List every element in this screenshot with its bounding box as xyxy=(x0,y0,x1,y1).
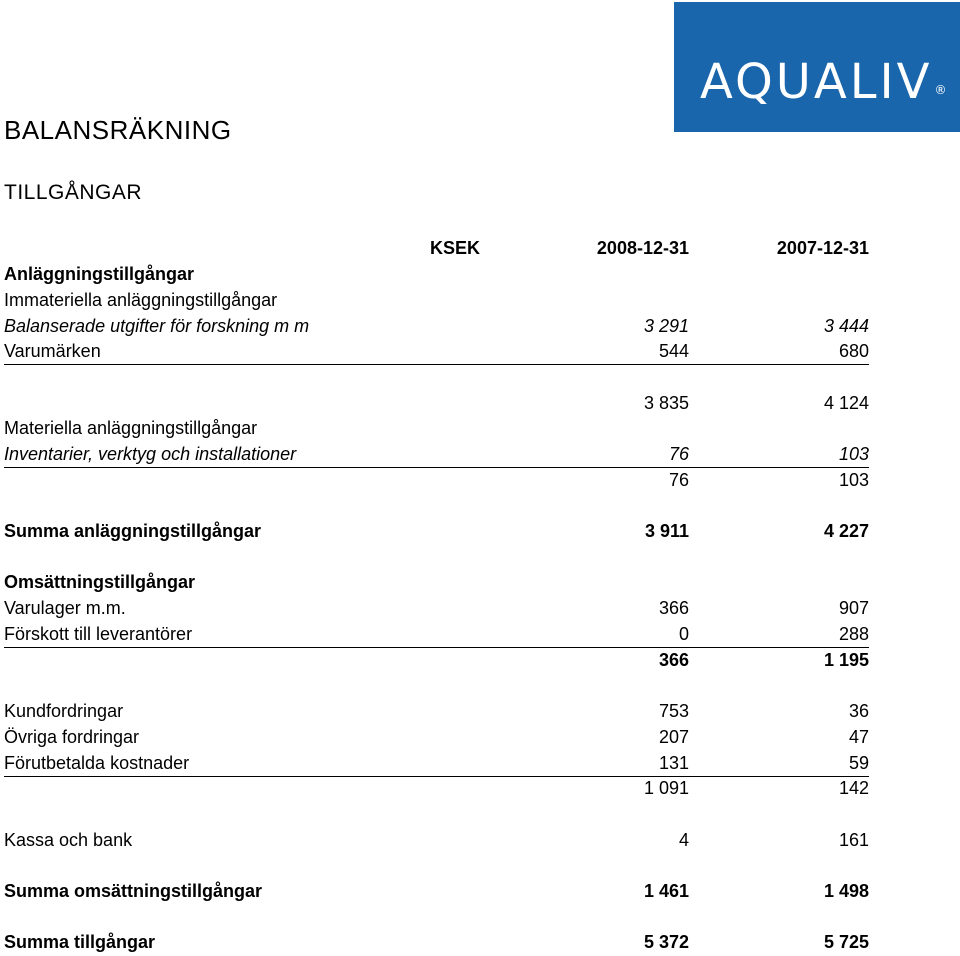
value-2007: 59 xyxy=(848,753,869,773)
value-2008: 753 xyxy=(658,701,689,721)
value-2007: 142 xyxy=(838,778,869,798)
table-row xyxy=(4,338,869,365)
table-row xyxy=(4,750,869,777)
value-2008: 3 291 xyxy=(643,316,689,336)
subgroup-heading-tangible xyxy=(4,415,869,441)
table-row xyxy=(4,724,869,750)
value-2008: 1 461 xyxy=(643,881,689,901)
table-row xyxy=(4,595,869,621)
group-heading-current-assets xyxy=(4,569,869,595)
value-2007: 907 xyxy=(838,598,869,618)
value-2008: 4 xyxy=(678,830,689,850)
value-2007: 4 227 xyxy=(823,521,869,541)
value-2007: 288 xyxy=(838,624,869,644)
value-2007: 103 xyxy=(838,470,869,490)
value-2008: 0 xyxy=(678,624,689,644)
value-2008: 3 911 xyxy=(644,521,689,541)
row-label: Materiella anläggningstillgångar xyxy=(4,418,258,438)
company-logo xyxy=(674,2,960,132)
value-2007: 1 498 xyxy=(823,881,869,901)
value-2008: 544 xyxy=(658,341,689,361)
value-2008: 366 xyxy=(658,650,689,670)
value-2007: 4 124 xyxy=(823,393,869,413)
column-header-2007: 2007-12-31 xyxy=(776,238,869,258)
row-label: Kassa och bank xyxy=(4,830,133,850)
value-2008: 5 372 xyxy=(643,932,689,952)
row-label: Varulager m.m. xyxy=(4,598,126,618)
column-header-row xyxy=(4,235,869,261)
value-2008: 76 xyxy=(668,470,689,490)
value-2007: 3 444 xyxy=(823,316,869,336)
row-label: Balanserade utgifter för forskning m m xyxy=(4,316,310,336)
value-2008: 366 xyxy=(658,598,689,618)
total-row-current-assets xyxy=(4,878,869,904)
grand-total-row xyxy=(4,929,869,955)
page-title: BALANSRÄKNING xyxy=(4,115,232,145)
value-2007: 36 xyxy=(848,701,869,721)
table-row xyxy=(4,621,869,648)
row-label: Övriga fordringar xyxy=(4,727,140,747)
subtotal-row-receivables xyxy=(4,775,869,801)
row-label: Summa omsättningstillgångar xyxy=(4,881,263,901)
row-label: Förutbetalda kostnader xyxy=(4,753,190,773)
row-label: Varumärken xyxy=(4,341,101,361)
row-label: Summa anläggningstillgångar xyxy=(4,521,262,541)
value-2007: 47 xyxy=(848,727,869,747)
value-2008: 76 xyxy=(668,444,689,464)
value-2008: 1 091 xyxy=(643,778,689,798)
table-row xyxy=(4,441,869,468)
currency-header: KSEK xyxy=(429,238,480,258)
row-label: Immateriella anläggningstillgångar xyxy=(4,290,278,310)
row-label: Omsättningstillgångar xyxy=(4,572,196,592)
row-label: Anläggningstillgångar xyxy=(4,264,195,284)
value-2008: 3 835 xyxy=(643,393,689,413)
column-header-2008: 2008-12-31 xyxy=(596,238,689,258)
group-heading-fixed-assets xyxy=(4,261,869,287)
row-label: Förskott till leverantörer xyxy=(4,624,193,644)
logo-text: AQUALIV xyxy=(700,54,933,110)
row-label: Inventarier, verktyg och installationer xyxy=(4,444,297,464)
value-2008: 131 xyxy=(658,753,689,773)
subtotal-row-tangible xyxy=(4,467,869,493)
total-row-fixed-assets xyxy=(4,518,869,544)
row-label: Kundfordringar xyxy=(4,701,124,721)
table-row xyxy=(4,698,869,724)
table-row xyxy=(4,827,869,853)
row-label: Summa tillgångar xyxy=(4,932,156,952)
subtotal-row-inventory xyxy=(4,647,869,673)
section-title: TILLGÅNGAR xyxy=(4,181,143,204)
value-2007: 161 xyxy=(838,830,869,850)
value-2007: 680 xyxy=(838,341,869,361)
logo-wordmark xyxy=(700,52,946,112)
value-2008: 207 xyxy=(658,727,689,747)
subtotal-row-intangible xyxy=(4,390,869,416)
registered-mark: ® xyxy=(934,83,947,97)
value-2007: 5 725 xyxy=(823,932,869,952)
subgroup-heading-intangible xyxy=(4,287,869,313)
value-2007: 1 195 xyxy=(823,650,869,670)
value-2007: 103 xyxy=(838,444,869,464)
table-row xyxy=(4,313,869,339)
